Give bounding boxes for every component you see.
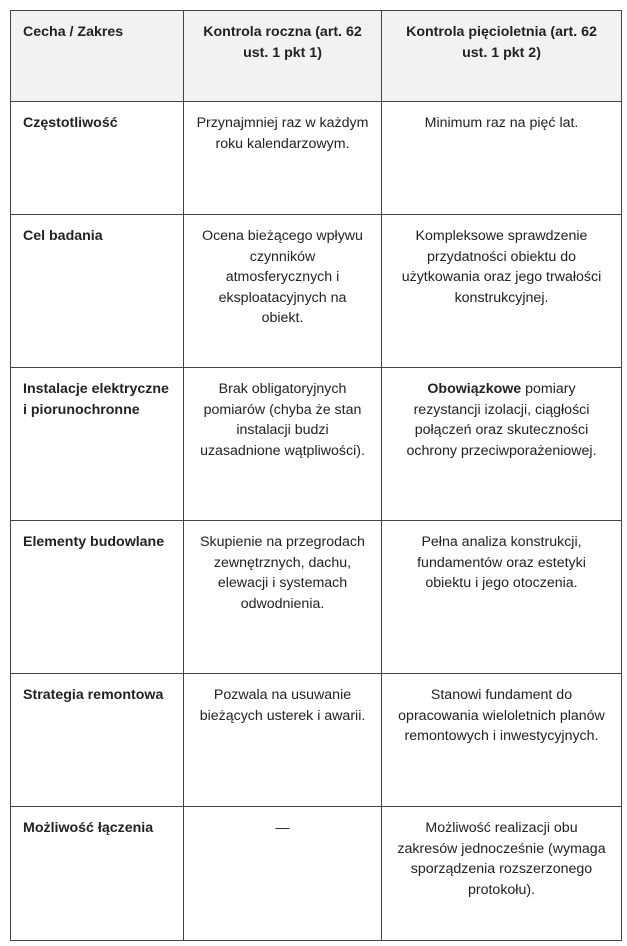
row-five-year: Możliwość realizacji obu zakresów jednocześnie (wymaga sporządzenia rozszerzonego protokołu). <box>382 807 622 941</box>
row-annual: Skupienie na przegrodach zewnętrznych, dachu, elewacji i systemach odwodnienia. <box>184 521 382 674</box>
emphasis-text: Obowiązkowe <box>427 381 522 397</box>
row-annual: — <box>184 807 382 941</box>
row-annual: Ocena bieżącego wpływu czynników atmosferycznych i eksploatacyjnych na obiekt. <box>184 215 382 368</box>
table-row <box>11 102 622 215</box>
table-row <box>11 521 622 674</box>
row-five-year: Kompleksowe sprawdzenie przydatności obiektu do użytkowania oraz jego trwałości konstrukcyjnej. <box>382 215 622 368</box>
row-feature: Możliwość łączenia <box>11 807 184 941</box>
table-row <box>11 674 622 807</box>
row-five-year: Minimum raz na pięć lat. <box>382 102 622 215</box>
row-annual: Brak obligatoryjnych pomiarów (chyba że stan instalacji budzi uzasadnione wątpliwości). <box>184 368 382 521</box>
row-annual: Przynajmniej raz w każdym roku kalendarzowym. <box>184 102 382 215</box>
table-header-row <box>11 11 622 102</box>
row-feature: Instalacje elektryczne i piorunochronne <box>11 368 184 521</box>
row-five-year: Stanowi fundament do opracowania wieloletnich planów remontowych i inwestycyjnych. <box>382 674 622 807</box>
row-five-year-text: pomiary rezystancji izolacji, ciągłości połączeń oraz skuteczności ochrony przeciwporażeniowej. <box>406 381 597 459</box>
row-five-year <box>382 368 622 521</box>
row-annual: Pozwala na usuwanie bieżących usterek i awarii. <box>184 674 382 807</box>
header-five-year-inspection: Kontrola pięcioletnia (art. 62 ust. 1 pkt 2) <box>382 11 622 102</box>
row-feature: Elementy budowlane <box>11 521 184 674</box>
comparison-table <box>10 10 622 941</box>
table-row <box>11 215 622 368</box>
table-row <box>11 368 622 521</box>
header-feature: Cecha / Zakres <box>11 11 184 102</box>
row-feature: Cel badania <box>11 215 184 368</box>
row-feature: Strategia remontowa <box>11 674 184 807</box>
row-five-year: Pełna analiza konstrukcji, fundamentów oraz estetyki obiektu i jego otoczenia. <box>382 521 622 674</box>
row-feature: Częstotliwość <box>11 102 184 215</box>
table-row <box>11 807 622 941</box>
header-annual-inspection: Kontrola roczna (art. 62 ust. 1 pkt 1) <box>184 11 382 102</box>
